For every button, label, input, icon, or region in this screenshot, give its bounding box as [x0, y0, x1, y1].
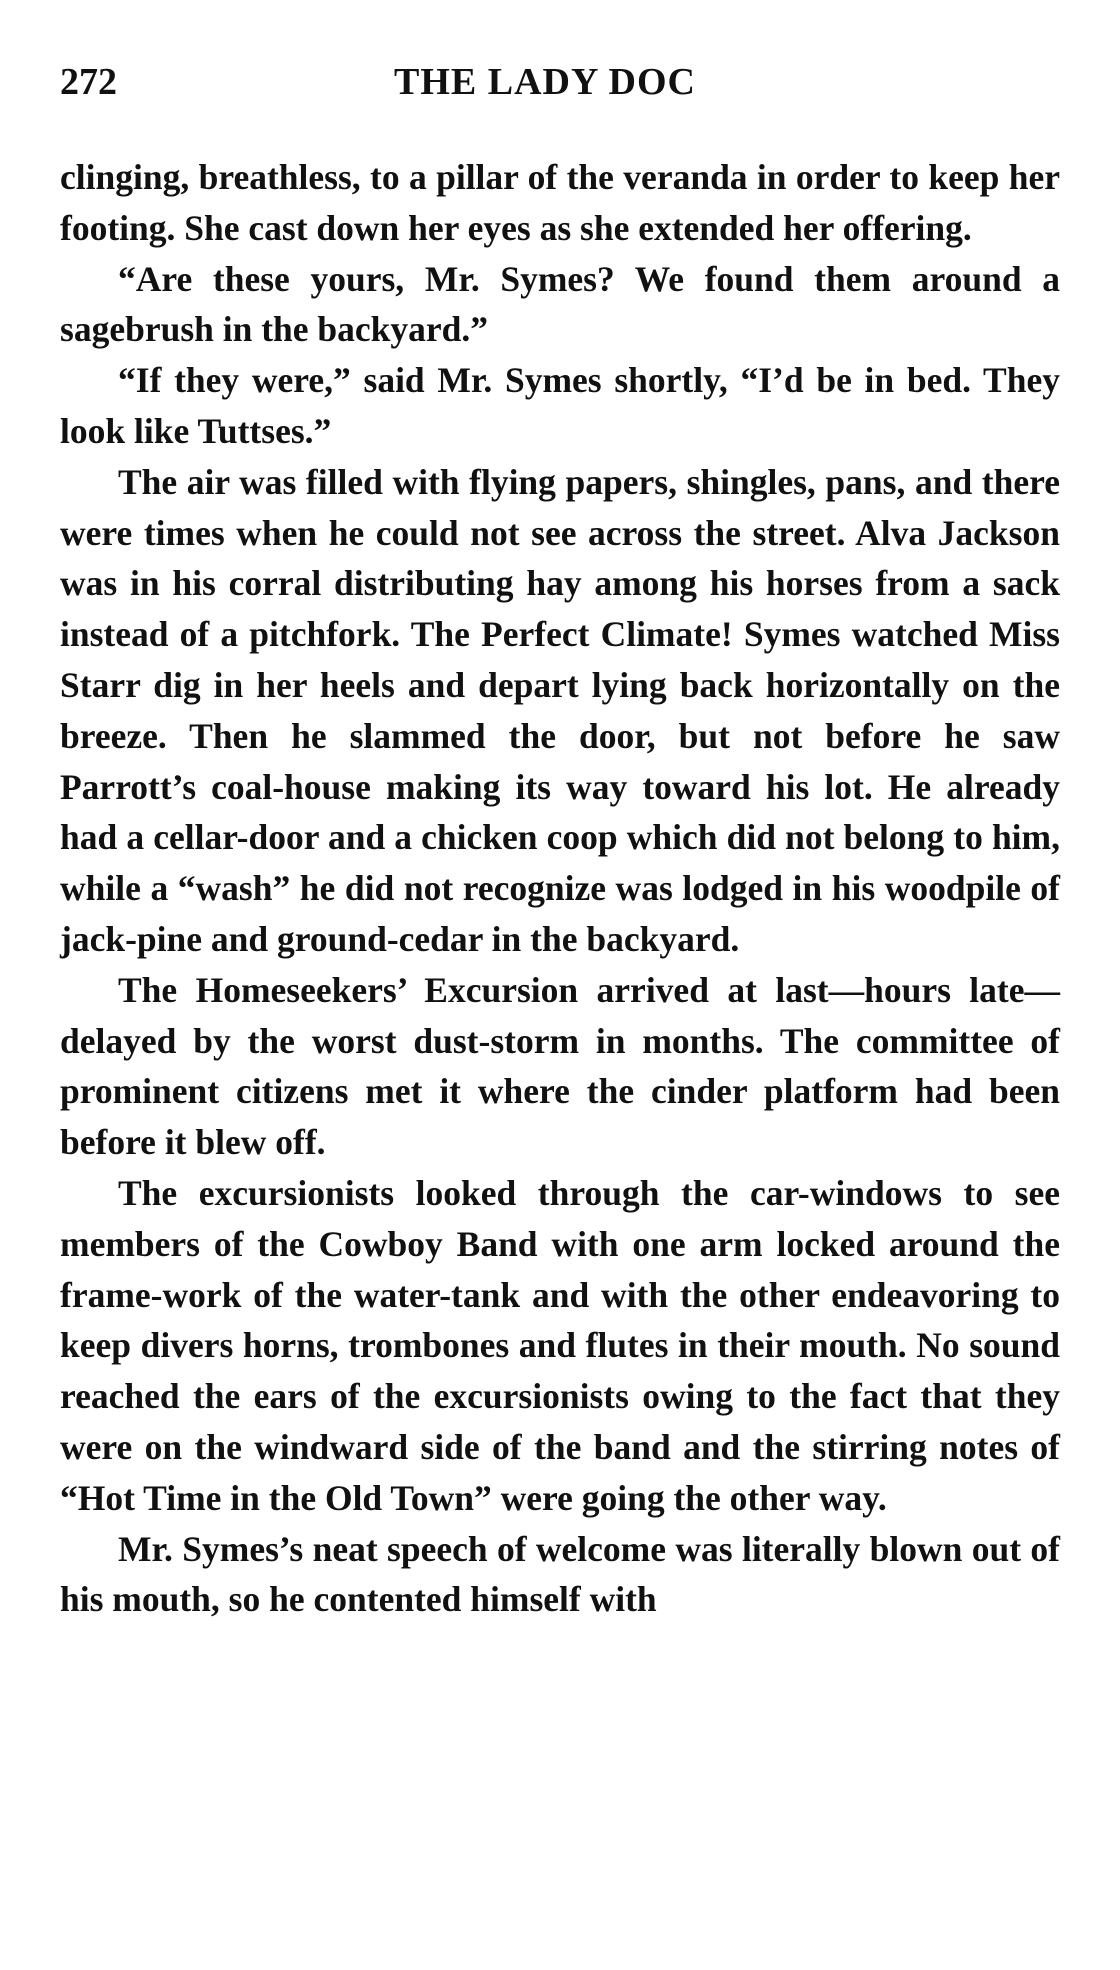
- paragraph: The air was filled with flying papers, shingles, pans, and there were times when he could not see across the street. Alva Jackson was in his corral distributing hay among his horses from a sack instead of a pitchfork. The Perfect Climate! Symes watched Miss Starr dig in her heels and depart lying back horizontally on the breeze. Then he slammed the door, but not before he saw Parrott’s coal-house making its way toward his lot. He already had a cellar-door and a chicken coop which did not belong to him, while a “wash” he did not recognize was lodged in his woodpile of jack-pine and ground-cedar in the backyard.: [60, 461, 1060, 959]
- body-text: [60, 152, 1060, 1625]
- page-number: 272: [60, 61, 117, 103]
- book-page: [60, 52, 1060, 1625]
- paragraph: “Are these yours, Mr. Symes? We found them around a sagebrush in the backyard.”: [60, 258, 1060, 350]
- running-head: [60, 52, 1060, 112]
- paragraph-continuation: clinging, breathless, to a pillar of the veranda in order to keep her footing. She cast down her eyes as she extended her offering.: [60, 157, 1060, 248]
- book-title: THE LADY DOC: [394, 61, 696, 103]
- paragraph: “If they were,” said Mr. Symes shortly, “I’d be in bed. They look like Tuttses.”: [60, 360, 1060, 451]
- paragraph: Mr. Symes’s neat speech of welcome was literally blown out of his mouth, so he contented himself with: [60, 1528, 1060, 1620]
- paragraph: The excursionists looked through the car-windows to see members of the Cowboy Band with one arm locked around the frame-work of the water-tank and with the other endeavoring to keep divers horns, trombones and flutes in their mouth. No sound reached the ears of the excursionists owing to the fact that they were on the windward side of the band and the stirring notes of “Hot Time in the Old Town” were going the other way.: [60, 1172, 1060, 1518]
- paragraph: The Homeseekers’ Excursion arrived at last—hours late—delayed by the worst dust-storm in months. The committee of prominent citizens met it where the cinder platform had been before it blew off.: [60, 969, 1060, 1163]
